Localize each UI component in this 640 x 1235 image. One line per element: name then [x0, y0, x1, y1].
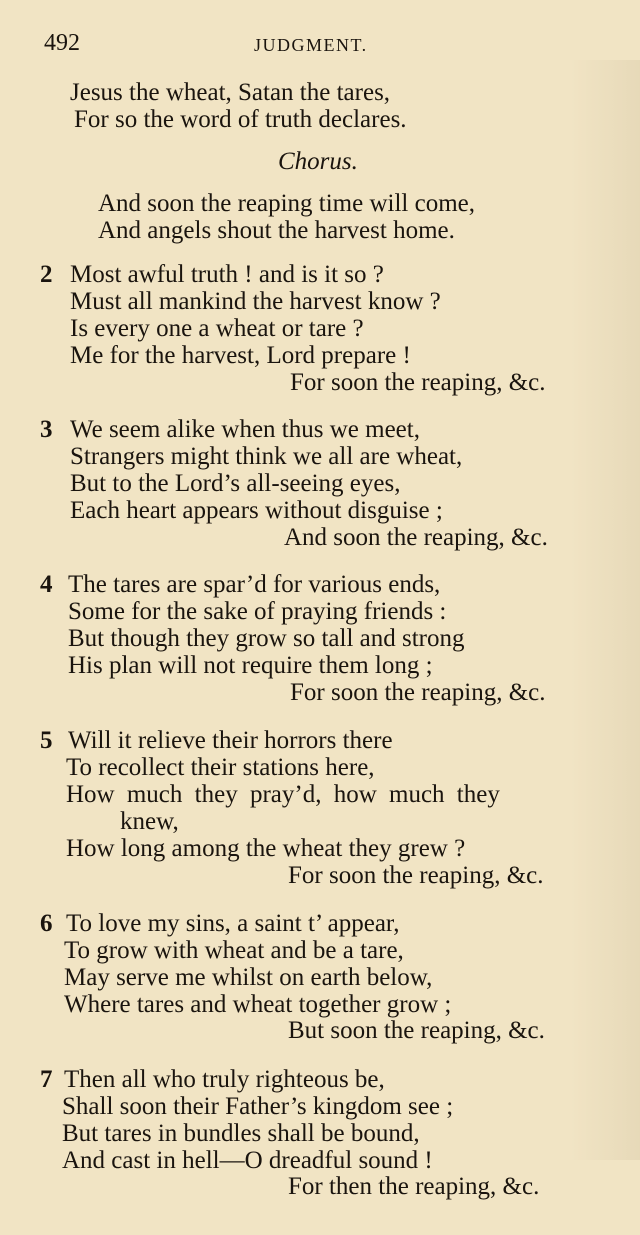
verse-line: Then all who truly righteous be,: [64, 1066, 385, 1093]
verse-line: Strangers might think we all are wheat,: [70, 443, 463, 470]
verse-line: knew,: [120, 808, 179, 835]
refrain-line: For soon the reaping, &c.: [290, 369, 546, 396]
verse-line: How much they pray’d, how much they: [66, 781, 500, 808]
page-number: 492: [44, 30, 80, 56]
chorus-heading: Chorus.: [278, 148, 358, 175]
chorus-line: And soon the reaping time will come,: [98, 190, 476, 217]
stanza-number: 4: [40, 571, 53, 598]
verse-line: The tares are spar’d for various ends,: [68, 571, 441, 598]
refrain-line: For then the reaping, &c.: [288, 1173, 540, 1200]
stanza-number: 6: [40, 910, 53, 937]
stanza-number: 2: [40, 261, 53, 288]
verse-line: Where tares and wheat together grow ;: [64, 991, 452, 1018]
verse-line: May serve me whilst on earth below,: [64, 964, 433, 991]
stanza-number: 7: [40, 1066, 53, 1093]
verse-line: Will it relieve their horrors there: [68, 727, 393, 754]
verse-line: We seem alike when thus we meet,: [70, 416, 420, 443]
verse-line: Is every one a wheat or tare ?: [70, 315, 364, 342]
verse-line: But to the Lord’s all-seeing eyes,: [70, 470, 401, 497]
verse-line: How long among the wheat they grew ?: [66, 835, 466, 862]
show-through: [570, 60, 640, 1160]
chorus-line: And angels shout the harvest home.: [98, 217, 455, 244]
refrain-line: And soon the reaping, &c.: [284, 524, 548, 551]
refrain-line: But soon the reaping, &c.: [288, 1017, 545, 1044]
verse-line: To grow with wheat and be a tare,: [64, 937, 404, 964]
running-title: JUDGMENT.: [254, 35, 368, 55]
verse-line: To love my sins, a saint t’ appear,: [66, 910, 400, 937]
verse-line: Each heart appears without disguise ;: [70, 497, 443, 524]
verse-line: And cast in hell—O dreadful sound !: [62, 1147, 433, 1174]
verse-line: But though they grow so tall and strong: [68, 625, 465, 652]
refrain-line: For soon the reaping, &c.: [290, 679, 546, 706]
verse-line: Must all mankind the harvest know ?: [70, 288, 441, 315]
verse-line: But tares in bundles shall be bound,: [62, 1120, 420, 1147]
verse-line: Me for the harvest, Lord prepare !: [70, 342, 411, 369]
verse-line: For so the word of truth declares.: [74, 106, 407, 133]
verse-line: His plan will not require them long ;: [68, 652, 433, 679]
refrain-line: For soon the reaping, &c.: [288, 862, 544, 889]
verse-line: To recollect their stations here,: [66, 754, 375, 781]
page-header: [0, 30, 640, 60]
verse-line: Most awful truth ! and is it so ?: [70, 261, 384, 288]
verse-line: Jesus the wheat, Satan the tares,: [70, 79, 391, 106]
stanza-number: 5: [40, 727, 53, 754]
stanza-number: 3: [40, 416, 53, 443]
verse-line: Shall soon their Father’s kingdom see ;: [62, 1093, 454, 1120]
verse-line: Some for the sake of praying friends :: [68, 598, 447, 625]
